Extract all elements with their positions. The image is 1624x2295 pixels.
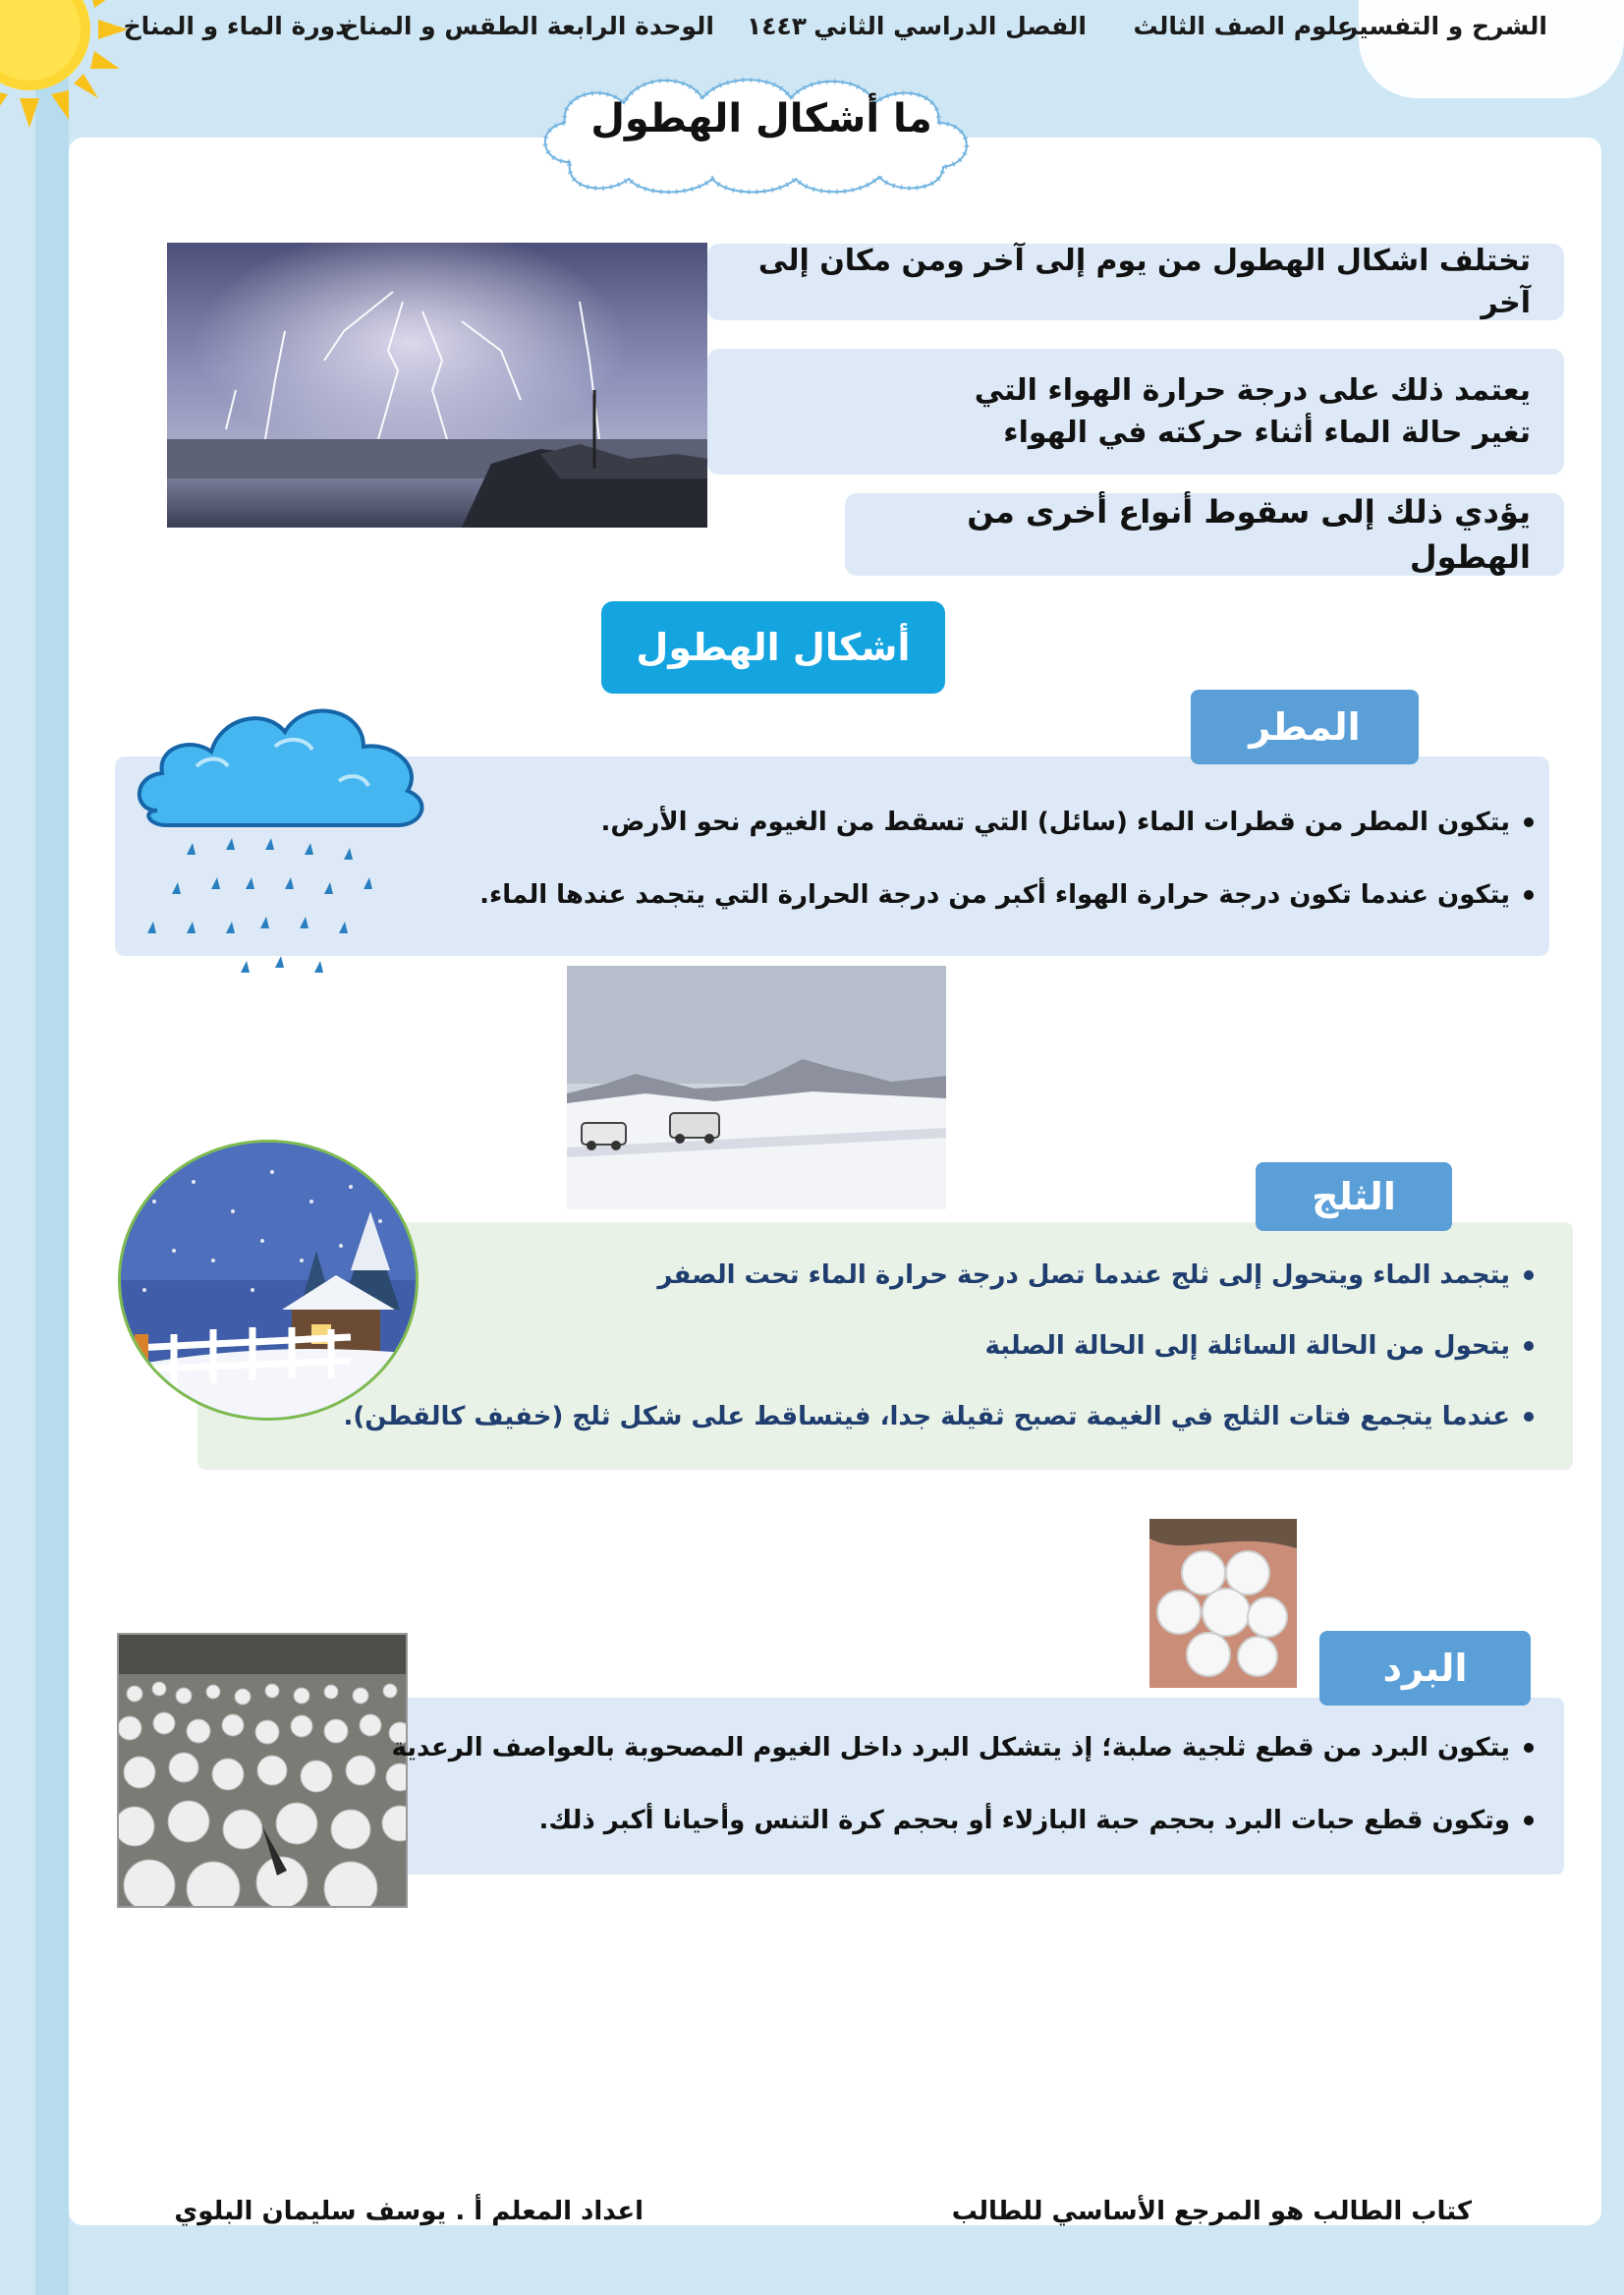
footer-book-note: كتاب الطالب هو المرجع الأساسي للطالب [951,2197,1472,2226]
intro-box-3 [845,493,1564,576]
snow-bullet: عندما يتجمع فتات الثلج في الغيمة تصبح ثقيلة جدا، فيتساقط على شكل ثلج (خفيف كالقطن). [344,1381,1536,1452]
snow-bullets [344,1240,1536,1452]
intro-line-3: يؤدي ذلك إلى سقوط أنواع أخرى من الهطول [967,492,1531,576]
intro-box-1 [707,244,1564,320]
snow-label: الثلج [1256,1162,1452,1231]
intro-line-2a: يعتمد ذلك على درجة حرارة الهواء التي [974,372,1531,408]
rain-bullets [479,786,1536,931]
lightning-photo [167,243,707,528]
header-subject: علوم [1293,12,1354,40]
header-unit: الوحدة الرابعة الطقس و المناخ [341,12,714,40]
snow-bullet: يتحول من الحالة السائلة إلى الحالة الصلبة [344,1311,1536,1381]
intro-line-1: تختلف اشكال الهطول من يوم إلى آخر ومن مكان إلى آخر [757,243,1531,320]
hail-label: البرد [1319,1631,1531,1706]
footer-author: اعداد المعلم أ . يوسف سليمان البلوي [174,2197,644,2226]
header-semester: الفصل الدراسي الثاني [813,12,1087,40]
left-border-stripe [35,0,69,2295]
intro-line-2b: تغير حالة الماء أثناء حركته في الهواء [1003,416,1531,450]
header-lesson: دورة الماء و المناخ [123,12,348,40]
rain-bullet: يتكون المطر من قطرات الماء (سائل) التي تسقط من الغيوم نحو الأرض. [479,786,1536,859]
rain-bullet: يتكون عندما تكون درجة حرارة الهواء أكبر من درجة الحرارة التي يتجمد عندها الماء. [479,859,1536,931]
header-grade: الصف الثالث [1133,12,1285,40]
hail-bullet: يتكون البرد من قطع ثلجية صلبة؛ إذ يتشكل البرد داخل الغيوم المصحوبة بالعواصف الرعدية [391,1711,1536,1784]
forms-heading: أشكال الهطول [601,601,945,694]
hail-hand-photo [1149,1519,1297,1688]
hail-bullet: وتكون قطع حبات البرد بحجم حبة البازلاء أو بحجم كرة التنس وأحيانا أكبر ذلك. [391,1784,1536,1857]
header-explain-label: الشرح و التفسير [1343,12,1547,40]
sun-icon [0,0,128,128]
rain-label: المطر [1191,690,1419,764]
page-title: ما أشكال الهطول [590,96,932,141]
intro-box-2 [707,349,1564,475]
snow-road-photo [567,966,946,1209]
header-year: ١٤٤٣ [746,12,807,40]
snow-bullet: يتجمد الماء ويتحول إلى ثلج عندما تصل درجة حرارة الماء تحت الصفر [344,1240,1536,1311]
rain-cloud-icon [128,693,442,987]
hail-bullets [391,1711,1536,1857]
hail-ground-photo [117,1633,408,1908]
